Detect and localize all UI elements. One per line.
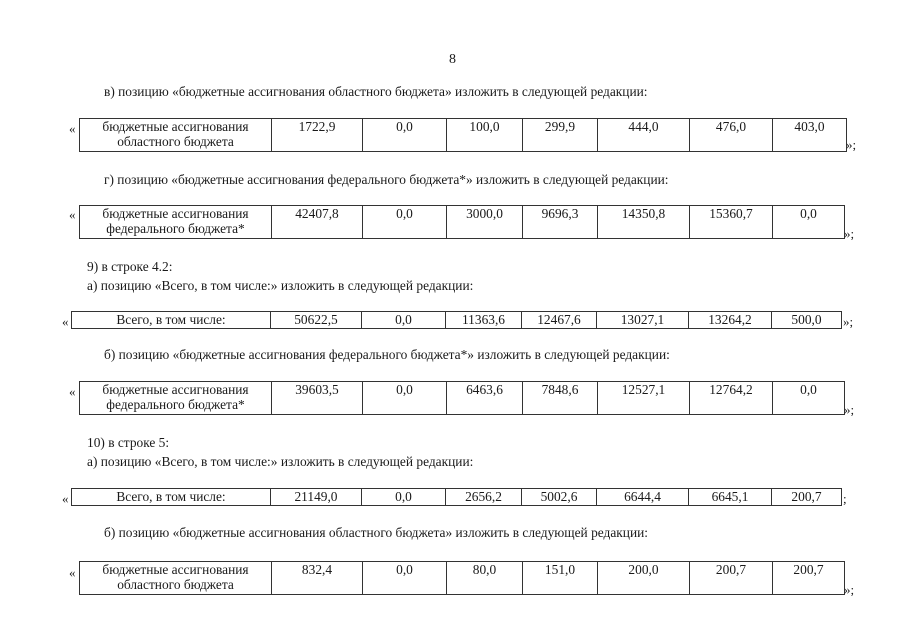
value-cell: 200,0 — [598, 562, 690, 595]
value-cell: 12527,1 — [598, 382, 690, 415]
open-quote: « — [69, 121, 76, 136]
value-cell: 9696,3 — [523, 206, 598, 239]
row-label: бюджетные ассигнования областного бюджета — [80, 119, 272, 152]
values-table — [79, 118, 847, 152]
value-cell: 200,7 — [773, 562, 845, 595]
value-cell: 0,0 — [363, 206, 447, 239]
value-cell: 3000,0 — [447, 206, 523, 239]
value-cell: 0,0 — [362, 312, 446, 329]
values-table — [79, 205, 845, 239]
value-cell: 14350,8 — [598, 206, 690, 239]
value-cell: 6644,4 — [597, 489, 689, 506]
values-table — [71, 311, 842, 329]
list-item-heading: 9) в строке 4.2: — [87, 259, 173, 274]
page-number: 8 — [449, 52, 456, 67]
value-cell: 42407,8 — [272, 206, 363, 239]
open-quote: « — [62, 491, 69, 506]
value-cell: 0,0 — [773, 206, 845, 239]
value-cell: 200,7 — [690, 562, 773, 595]
close-quote: ; — [843, 491, 847, 506]
section-heading: б) позицию «бюджетные ассигнования областного бюджета» изложить в следующей редакции: — [104, 525, 649, 540]
close-quote: »; — [846, 137, 857, 152]
values-table — [79, 381, 845, 415]
value-cell: 13027,1 — [597, 312, 689, 329]
open-quote: « — [69, 207, 76, 222]
value-cell: 13264,2 — [689, 312, 772, 329]
value-cell: 7848,6 — [523, 382, 598, 415]
close-quote: »; — [844, 226, 855, 241]
value-cell: 5002,6 — [522, 489, 597, 506]
section-heading: б) позицию «бюджетные ассигнования федерального бюджета*» изложить в следующей редакции: — [104, 347, 670, 362]
value-cell: 444,0 — [598, 119, 690, 152]
value-cell: 15360,7 — [690, 206, 773, 239]
section-heading: в) позицию «бюджетные ассигнования областного бюджета» изложить в следующей редакции: — [104, 84, 648, 99]
open-quote: « — [69, 384, 76, 399]
close-quote: »; — [844, 402, 855, 417]
open-quote: « — [69, 565, 76, 580]
open-quote: « — [62, 314, 69, 329]
value-cell: 476,0 — [690, 119, 773, 152]
section-heading: г) позицию «бюджетные ассигнования федерального бюджета*» изложить в следующей редакции: — [104, 172, 669, 187]
value-cell: 21149,0 — [271, 489, 362, 506]
value-cell: 500,0 — [772, 312, 842, 329]
value-cell: 50622,5 — [271, 312, 362, 329]
value-cell: 6645,1 — [689, 489, 772, 506]
value-cell: 299,9 — [523, 119, 598, 152]
value-cell: 0,0 — [363, 382, 447, 415]
values-table — [71, 488, 842, 506]
list-item-heading: 10) в строке 5: — [87, 435, 170, 450]
value-cell: 1722,9 — [272, 119, 363, 152]
value-cell: 80,0 — [447, 562, 523, 595]
close-quote: »; — [844, 582, 855, 597]
row-label: Всего, в том числе: — [72, 489, 271, 506]
row-label: Всего, в том числе: — [72, 312, 271, 329]
value-cell: 2656,2 — [446, 489, 522, 506]
value-cell: 12764,2 — [690, 382, 773, 415]
value-cell: 0,0 — [363, 562, 447, 595]
value-cell: 11363,6 — [446, 312, 522, 329]
values-table — [79, 561, 845, 595]
row-label: бюджетные ассигнования федерального бюджета* — [80, 382, 272, 415]
section-heading: а) позицию «Всего, в том числе:» изложить в следующей редакции: — [87, 454, 474, 469]
value-cell: 0,0 — [773, 382, 845, 415]
value-cell: 832,4 — [272, 562, 363, 595]
value-cell: 12467,6 — [522, 312, 597, 329]
value-cell: 151,0 — [523, 562, 598, 595]
row-label: бюджетные ассигнования федерального бюджета* — [80, 206, 272, 239]
value-cell: 100,0 — [447, 119, 523, 152]
value-cell: 0,0 — [363, 119, 447, 152]
section-heading: а) позицию «Всего, в том числе:» изложить в следующей редакции: — [87, 278, 474, 293]
value-cell: 200,7 — [772, 489, 842, 506]
close-quote: »; — [843, 314, 854, 329]
value-cell: 403,0 — [773, 119, 847, 152]
value-cell: 6463,6 — [447, 382, 523, 415]
value-cell: 39603,5 — [272, 382, 363, 415]
row-label: бюджетные ассигнования областного бюджета — [80, 562, 272, 595]
value-cell: 0,0 — [362, 489, 446, 506]
